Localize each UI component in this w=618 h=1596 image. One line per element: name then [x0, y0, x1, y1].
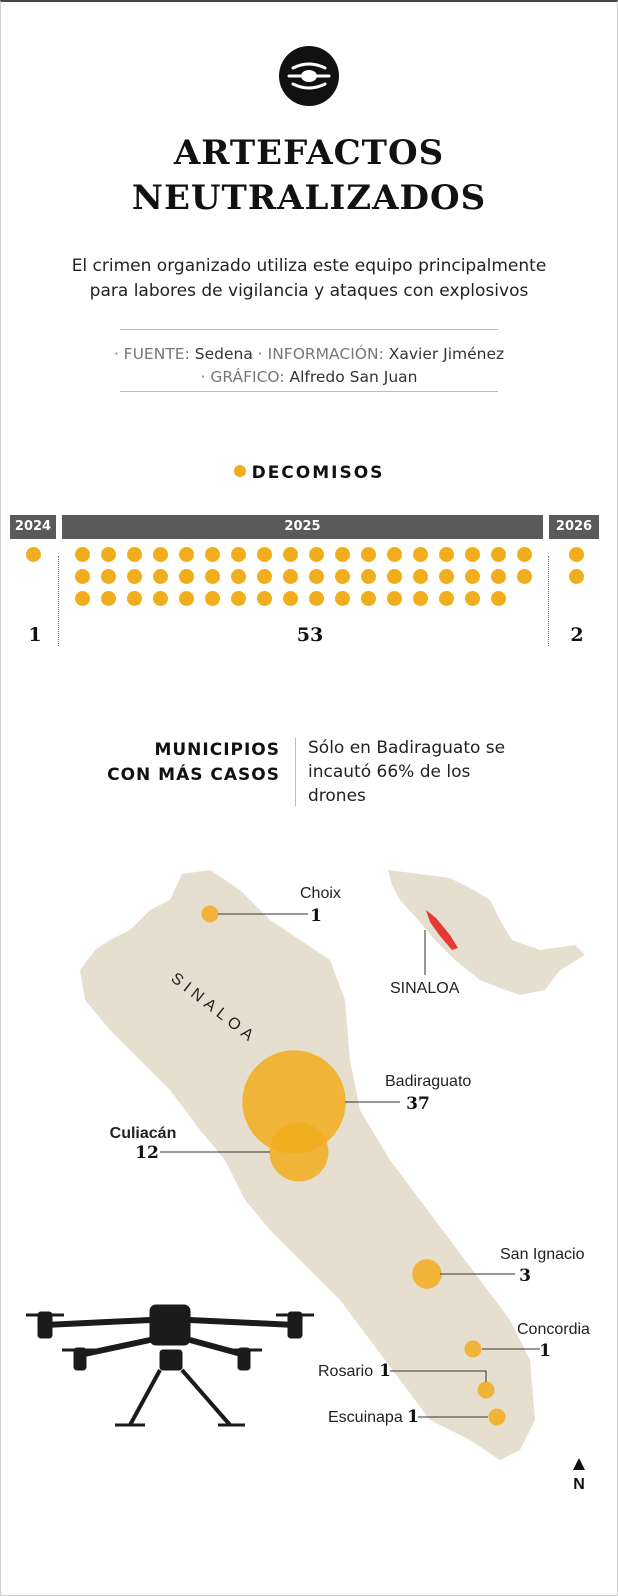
dot-2025	[413, 569, 428, 584]
dot-2025	[153, 569, 168, 584]
dot-2025	[179, 569, 194, 584]
divider-bottom	[120, 391, 498, 392]
municipios-title-line2: CON MÁS CASOS	[107, 765, 280, 785]
dot-2025	[257, 591, 272, 606]
dot-2025	[179, 547, 194, 562]
title-line1: ARTEFACTOS	[173, 133, 445, 173]
credits-line1	[0, 343, 618, 366]
dot-2025	[101, 569, 116, 584]
dot-2025	[361, 569, 376, 584]
count-2026: 2	[570, 624, 584, 646]
dot-2025	[127, 547, 142, 562]
legend-dot	[234, 465, 246, 477]
municipios-note: Sólo en Badiraguato se incautó 66% de los drones	[308, 738, 506, 806]
grafico-label: · GRÁFICO:	[200, 368, 285, 386]
bubble-concordia	[465, 1341, 482, 1358]
dot-2025	[205, 591, 220, 606]
count-2024: 1	[28, 624, 42, 646]
dot-2025	[335, 547, 350, 562]
dot-2025	[517, 569, 532, 584]
municipio-name: Concordia	[517, 1321, 590, 1338]
dot-2025	[361, 547, 376, 562]
dot-2025	[335, 569, 350, 584]
dot-2025	[75, 569, 90, 584]
dot-2025	[101, 547, 116, 562]
divider-2024	[58, 556, 59, 646]
dot-2025	[309, 569, 324, 584]
municipios-divider	[295, 738, 296, 806]
dot-2025	[309, 591, 324, 606]
bubble-choix	[202, 906, 219, 923]
dot-2025	[439, 569, 454, 584]
dot-2025	[387, 569, 402, 584]
municipio-name: Rosario	[318, 1363, 374, 1380]
dot-2025	[387, 591, 402, 606]
year-bar-2024: 2024	[10, 515, 56, 539]
info-value: Xavier Jiménez	[388, 345, 505, 363]
bubble-rosario	[478, 1382, 495, 1399]
dot-2025	[413, 591, 428, 606]
decomisos-title	[0, 463, 618, 483]
municipio-value: 1	[310, 906, 322, 926]
dot-2025	[517, 547, 532, 562]
compass-arrow-icon	[573, 1458, 585, 1470]
dot-2025	[257, 569, 272, 584]
dot-2025	[491, 569, 506, 584]
fuente-value: Sedena	[194, 345, 253, 363]
compass-label: N	[573, 1476, 585, 1493]
municipio-value: 1	[379, 1361, 391, 1381]
dot-2025	[465, 547, 480, 562]
dot-2025	[465, 591, 480, 606]
drone-illustration	[26, 1305, 314, 1425]
dot-2025	[153, 547, 168, 562]
municipio-name: Badiraguato	[385, 1073, 472, 1090]
divider-2026	[548, 556, 549, 646]
mexico-inset	[388, 870, 585, 995]
dot-2025	[231, 591, 246, 606]
bubble-san-ignacio	[412, 1259, 441, 1288]
dot-2026	[569, 547, 584, 562]
municipio-name: San Ignacio	[500, 1246, 585, 1263]
decomisos-label: DECOMISOS	[251, 463, 385, 483]
municipios-title-line1: MUNICIPIOS	[154, 740, 280, 760]
municipio-value: 1	[407, 1407, 419, 1427]
dot-2025	[439, 591, 454, 606]
subtitle: El crimen organizado utiliza este equipo principalmente para labores de vigilancia y ataques con explosivos	[71, 256, 547, 301]
dot-2025	[231, 569, 246, 584]
municipio-name: Choix	[300, 885, 341, 902]
drone-icon	[279, 46, 339, 106]
credits	[0, 343, 618, 389]
municipio-name: Escuinapa	[328, 1409, 403, 1426]
divider-top	[120, 329, 498, 330]
dot-2025	[257, 547, 272, 562]
dot-2025	[439, 547, 454, 562]
bubble-escuinapa	[489, 1409, 506, 1426]
dot-2025	[491, 591, 506, 606]
dot-2025	[283, 569, 298, 584]
dot-2025	[413, 547, 428, 562]
dot-2025	[75, 547, 90, 562]
dot-2025	[205, 569, 220, 584]
fuente-label: · FUENTE:	[113, 345, 190, 363]
dot-2025	[491, 547, 506, 562]
dot-2025	[465, 569, 480, 584]
grafico-value: Alfredo San Juan	[289, 368, 418, 386]
bubble-culiacán	[270, 1123, 329, 1182]
municipio-name: Culiacán	[109, 1125, 177, 1142]
dot-2025	[101, 591, 116, 606]
inset-label: SINALOA	[390, 980, 460, 997]
dot-2025	[75, 591, 90, 606]
municipio-value: 3	[519, 1266, 531, 1286]
state-label: SINALOA	[167, 969, 261, 1048]
municipio-value: 12	[135, 1143, 159, 1163]
dot-2026	[569, 569, 584, 584]
dot-2025	[127, 569, 142, 584]
dot-2025	[205, 547, 220, 562]
dot-2025	[283, 547, 298, 562]
municipio-value: 37	[406, 1094, 430, 1114]
dot-2025	[127, 591, 142, 606]
info-label: · INFORMACIÓN:	[257, 345, 384, 363]
dot-2025	[283, 591, 298, 606]
dot-2025	[309, 547, 324, 562]
dot-2024	[26, 547, 41, 562]
year-bar-2025: 2025	[62, 515, 543, 539]
municipio-value: 1	[539, 1341, 551, 1361]
count-2025: 53	[296, 624, 324, 646]
sinaloa-map	[0, 860, 618, 1595]
title-line2: NEUTRALIZADOS	[131, 178, 487, 218]
dot-2025	[361, 591, 376, 606]
year-bar-2026: 2026	[549, 515, 599, 539]
dot-2025	[179, 591, 194, 606]
dot-2025	[231, 547, 246, 562]
dot-2025	[335, 591, 350, 606]
dot-2025	[153, 591, 168, 606]
municipios-title	[80, 738, 280, 788]
dot-2025	[387, 547, 402, 562]
credits-line2	[0, 366, 618, 389]
